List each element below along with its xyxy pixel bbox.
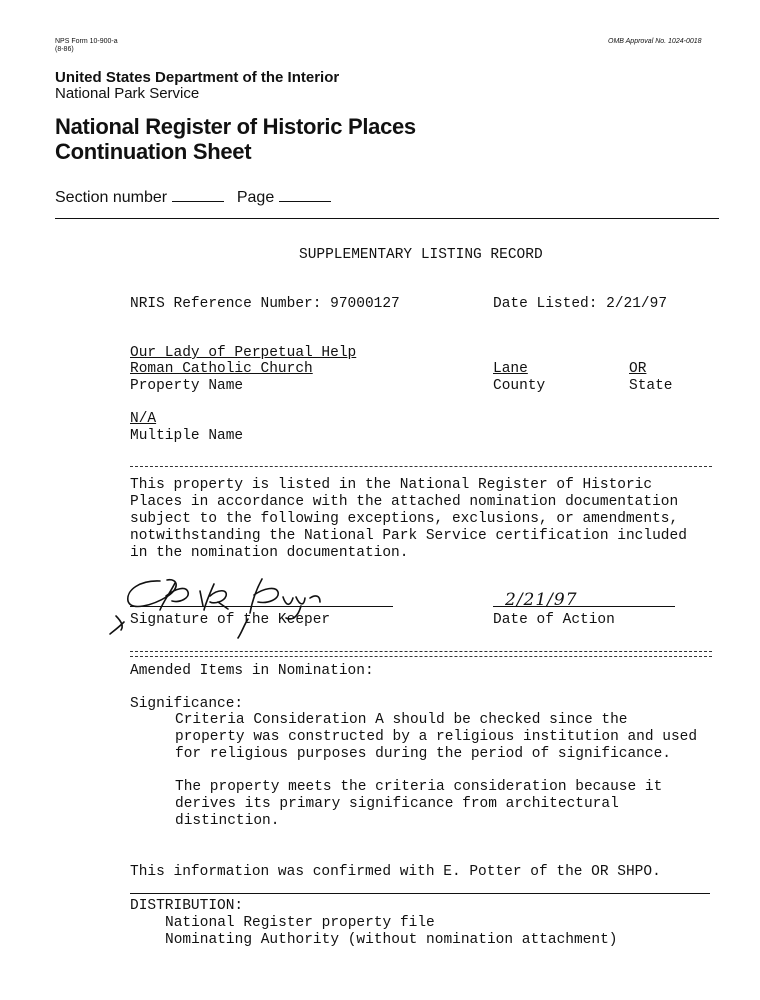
- distribution-item-1: National Register property file: [165, 915, 435, 931]
- date-of-action-label: Date of Action: [493, 612, 615, 628]
- department-name: United States Department of the Interior: [55, 69, 340, 86]
- property-name-line2: Roman Catholic Church: [130, 361, 313, 377]
- significance-label: Significance:: [130, 696, 244, 712]
- county-value: Lane: [493, 361, 528, 377]
- multiple-name-value: N/A: [130, 411, 157, 427]
- property-name-label: Property Name: [130, 378, 244, 394]
- form-number: NPS Form 10-900-a (8-86): [55, 38, 118, 53]
- section-number-field: [172, 201, 224, 202]
- header-divider: [55, 218, 719, 219]
- date-line: [493, 606, 675, 607]
- state-value: OR: [629, 361, 647, 377]
- page-number-field: [279, 201, 331, 202]
- form-title: National Register of Historic Places: [55, 114, 416, 139]
- significance-paragraph-1: Criteria Consideration A should be checked since the property was constructed by a religious institution and used for religious purposes during the period of significance.: [175, 712, 698, 762]
- handwritten-date: 2/21/97: [505, 590, 578, 610]
- property-name-line1: Our Lady of Perpetual Help: [130, 345, 357, 361]
- distribution-item-2: Nominating Authority (without nomination attachment): [165, 932, 618, 948]
- form-subtitle: Continuation Sheet: [55, 139, 252, 164]
- confirmation-note: This information was confirmed with E. Potter of the OR SHPO.: [130, 864, 661, 880]
- listing-statement: This property is listed in the National Register of Historic Places in accordance with the attached nomination documentation subject to the following exceptions, exclusions, or amendments, notwithstanding the National Park Service certification included in the nomination documentation.: [130, 477, 687, 561]
- date-listed: Date Listed: 2/21/97: [493, 296, 668, 312]
- multiple-name-label: Multiple Name: [130, 428, 244, 444]
- amended-heading: Amended Items in Nomination:: [130, 663, 374, 679]
- signature-label: Signature of the Keeper: [130, 612, 331, 628]
- state-label: State: [629, 378, 673, 394]
- dashed-divider: [130, 466, 712, 467]
- record-heading: SUPPLEMENTARY LISTING RECORD: [299, 247, 543, 263]
- significance-paragraph-2: The property meets the criteria consideration because it derives its primary significance from architectural distinction.: [175, 779, 663, 829]
- signature-line: [130, 606, 393, 607]
- distribution-divider: [130, 893, 710, 894]
- county-label: County: [493, 378, 546, 394]
- nris-reference: NRIS Reference Number: 97000127: [130, 296, 400, 312]
- omb-approval: OMB Approval No. 1024-0018: [608, 38, 702, 45]
- section-page-line: [55, 189, 331, 207]
- section-number-label: Section number: [55, 189, 168, 206]
- distribution-label: DISTRIBUTION:: [130, 898, 244, 914]
- service-name: National Park Service: [55, 85, 200, 102]
- double-dashed-divider: [130, 651, 712, 657]
- page-label: Page: [236, 189, 275, 206]
